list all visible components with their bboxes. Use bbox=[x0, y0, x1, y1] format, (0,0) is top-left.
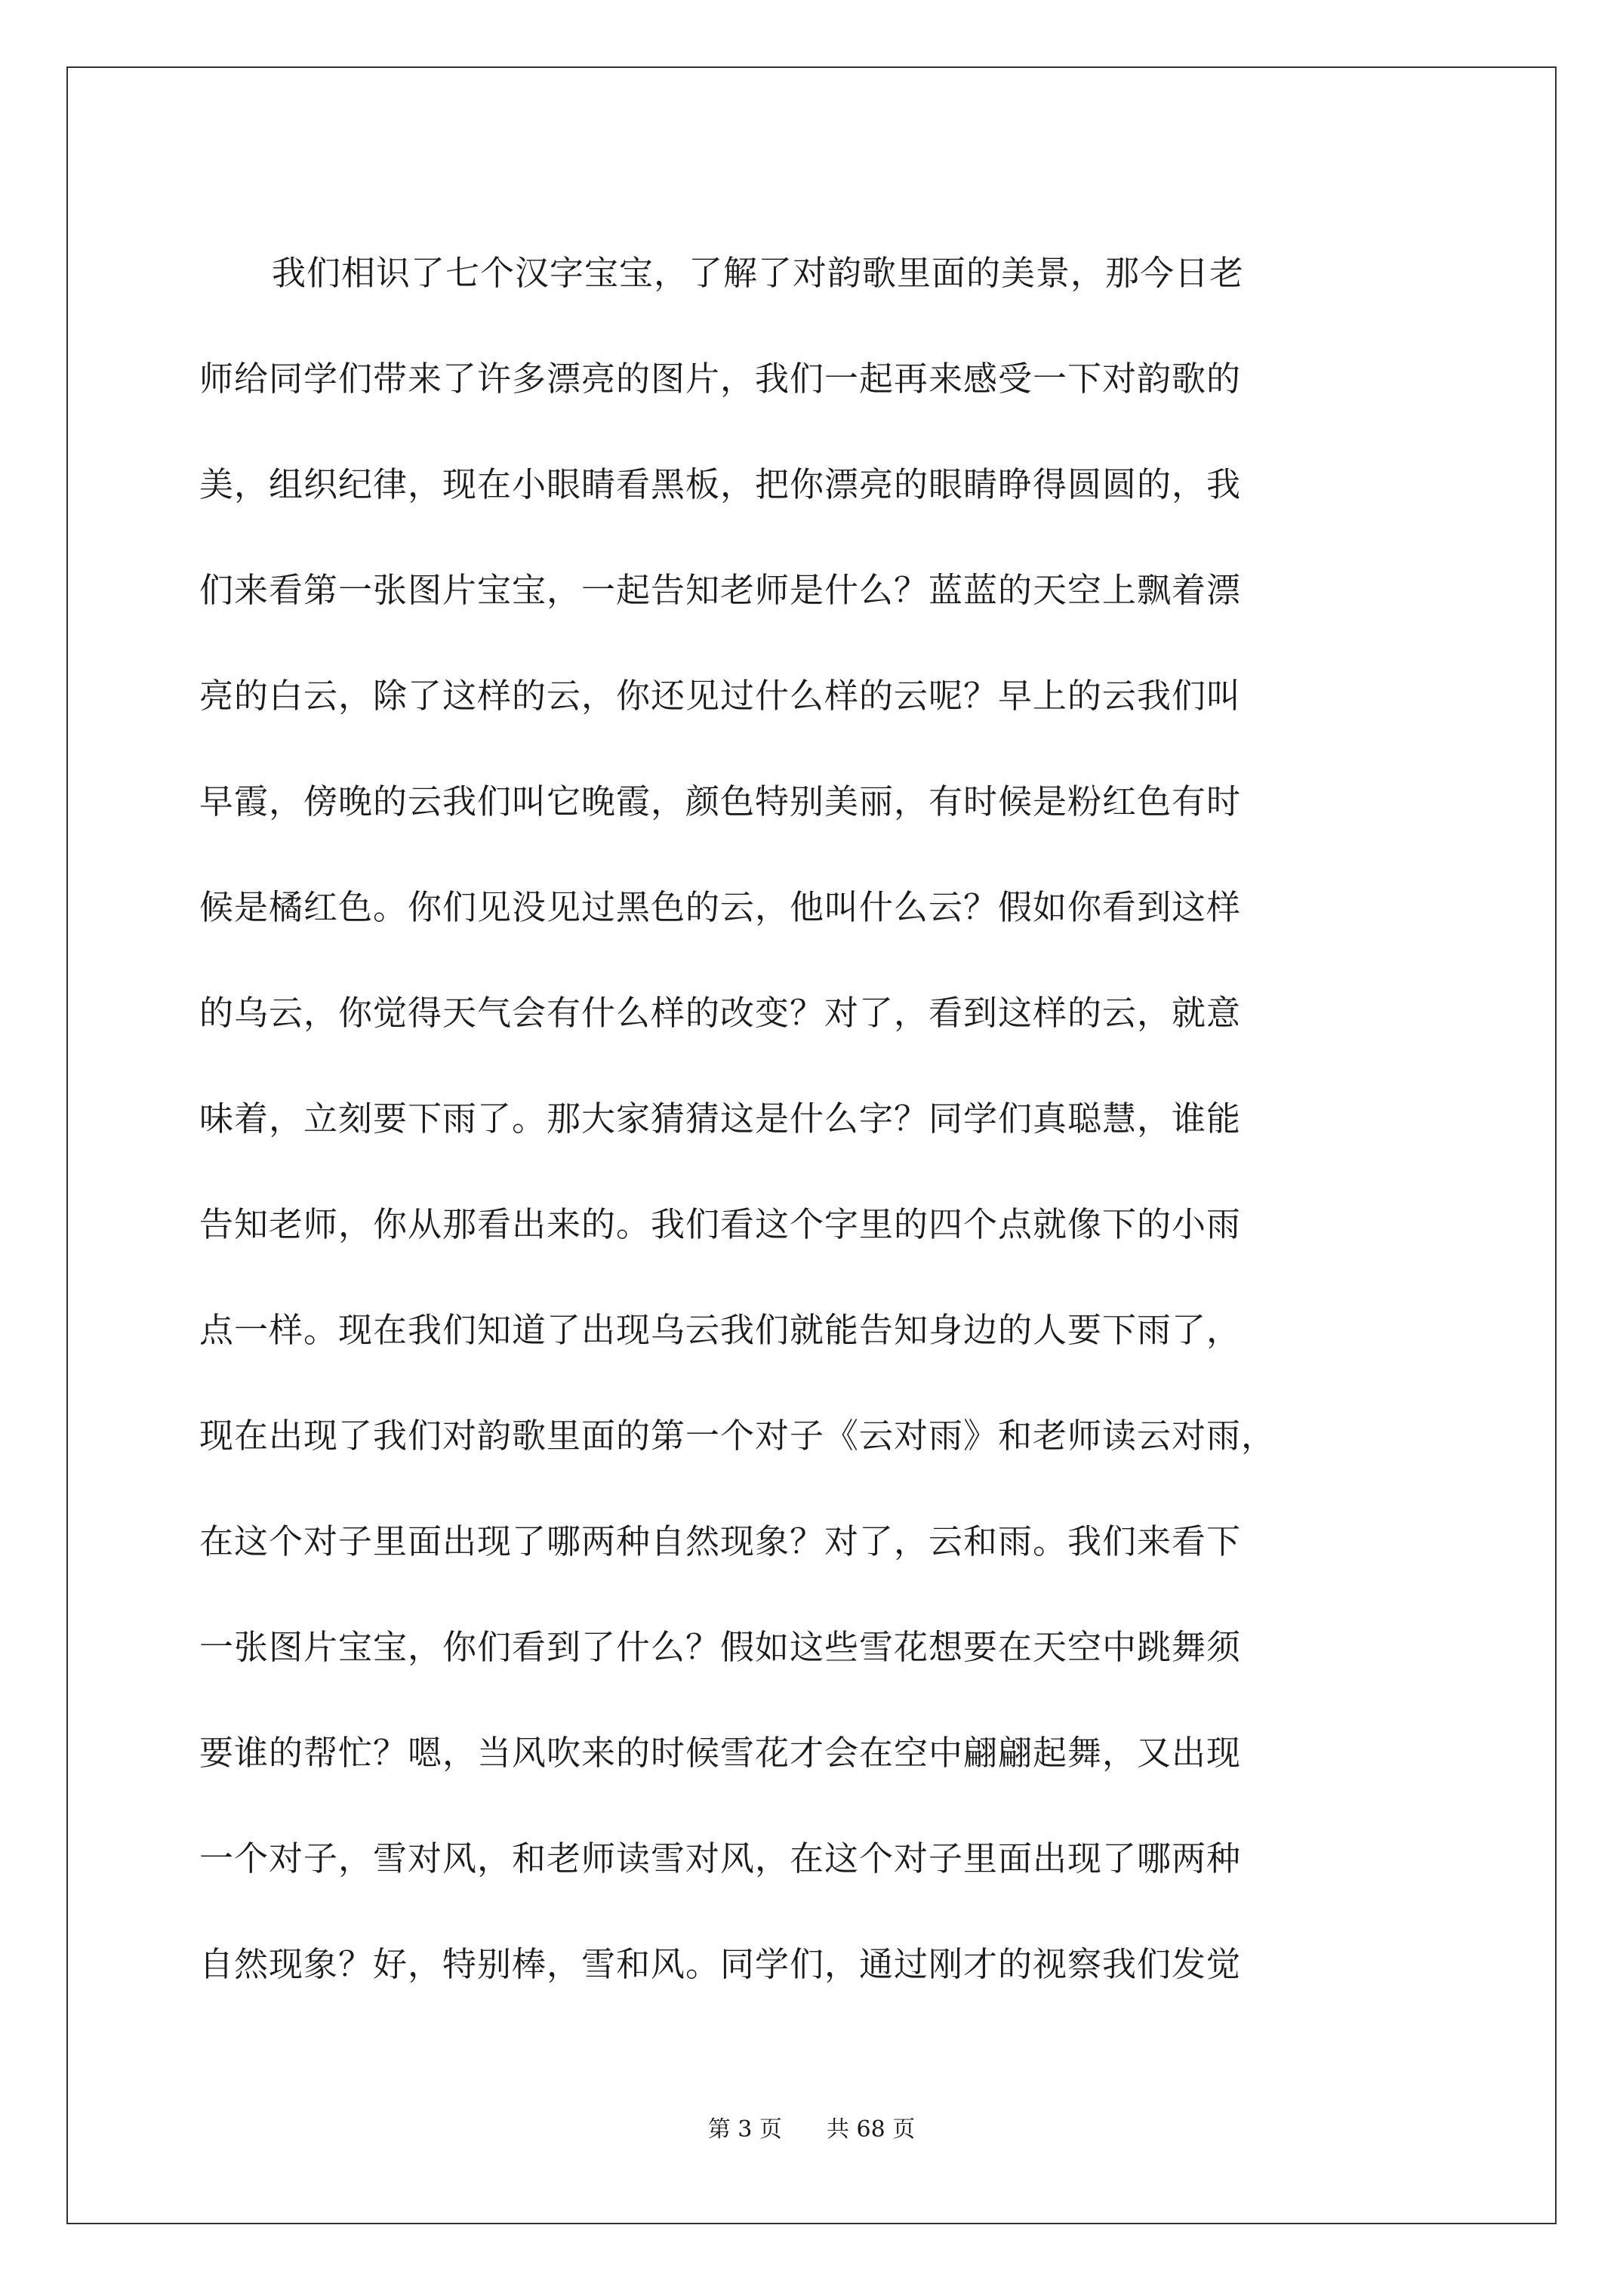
text-line: 美，组织纪律，现在小眼睛看黑板，把你漂亮的眼睛睁得圆圆的，我 bbox=[199, 464, 1242, 504]
text-line: 亮的白云，除了这样的云，你还见过什么样的云呢？早上的云我们叫 bbox=[199, 676, 1242, 716]
text-line: 师给同学们带来了许多漂亮的图片，我们一起再来感受一下对韵歌的 bbox=[199, 359, 1242, 399]
text-line: 告知老师，你从那看出来的。我们看这个字里的四个点就像下的小雨 bbox=[199, 1204, 1242, 1244]
text-line: 的乌云，你觉得天气会有什么样的改变？对了，看到这样的云，就意 bbox=[199, 993, 1242, 1033]
text-line: 我们相识了七个汉字宝宝，了解了对韵歌里面的美景，那今日老 bbox=[272, 253, 1245, 293]
text-line: 候是橘红色。你们见没见过黑色的云，他叫什么云？假如你看到这样 bbox=[199, 887, 1242, 927]
text-line: 在这个对子里面出现了哪两种自然现象？对了，云和雨。我们来看下 bbox=[199, 1521, 1242, 1561]
text-line: 一张图片宝宝，你们看到了什么？假如这些雪花想要在天空中跳舞须 bbox=[199, 1627, 1242, 1667]
page-total: 共 68 页 bbox=[827, 2116, 916, 2143]
text-line: 现在出现了我们对韵歌里面的第一个对子《云对雨》和老师读云对雨， bbox=[199, 1416, 1277, 1456]
body-paragraph bbox=[199, 220, 1467, 2017]
text-line: 自然现象？好，特别棒，雪和风。同学们，通过刚才的视察我们发觉 bbox=[199, 1944, 1242, 1984]
text-line: 们来看第一张图片宝宝，一起告知老师是什么？蓝蓝的天空上飘着漂 bbox=[199, 570, 1242, 610]
text-line: 要谁的帮忙？嗯，当风吹来的时候雪花才会在空中翩翩起舞，又出现 bbox=[199, 1733, 1242, 1773]
text-line: 点一样。现在我们知道了出现乌云我们就能告知身边的人要下雨了， bbox=[199, 1310, 1242, 1350]
page-number: 第 3 页 bbox=[707, 2116, 782, 2143]
text-line: 一个对子，雪对风，和老师读雪对风，在这个对子里面出现了哪两种 bbox=[199, 1838, 1242, 1878]
text-line: 早霞，傍晚的云我们叫它晚霞，颜色特别美丽，有时候是粉红色有时 bbox=[199, 781, 1242, 821]
page-footer bbox=[0, 2110, 1623, 2143]
text-line: 味着，立刻要下雨了。那大家猜猜这是什么字？同学们真聪慧，谁能 bbox=[199, 1099, 1242, 1139]
